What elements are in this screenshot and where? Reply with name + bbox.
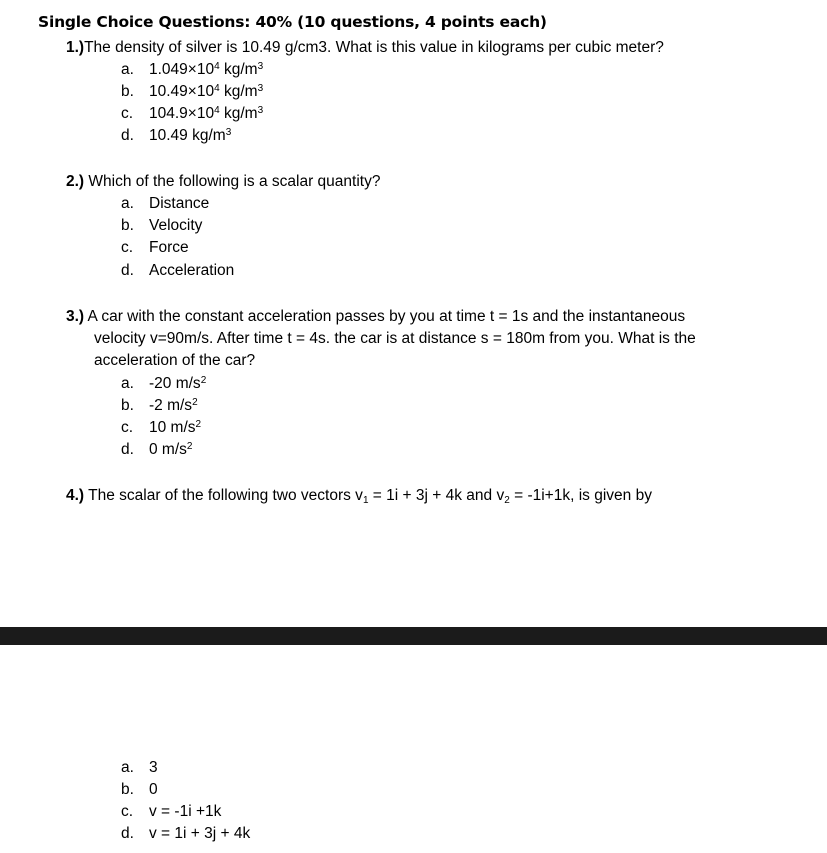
question-text: The density of silver is 10.49 g/cm3. What is this value in kilograms per cubic meter? [84,39,664,56]
option-1c[interactable]: c. $104.9\times 10^4$ $kg/m^3$ [121,105,264,122]
option-3a[interactable]: a. -20 $m/s^2$ [121,375,207,392]
option-letter: c. [121,105,134,122]
question-number: 1.) [66,39,85,56]
question-1 [66,38,664,58]
section-heading: Single Choice Questions: 40% (10 questions, 4 points each) [38,13,547,31]
option-3b[interactable]: b. -2 $m/s^2$ [121,397,198,414]
option-letter: b. [121,83,134,100]
option-2c[interactable]: c. Force [121,239,189,256]
question-4: 4.) The scalar of the following two vectors $v_1 = 1i + 3j + 4k$ and $v_2 = -1i+1k$, is given by [66,487,652,506]
question-3-line-3: acceleration of the car? [94,352,256,369]
option-4a[interactable]: a. 3 [121,759,158,776]
question-text: Which of the following is a scalar quantity? [84,173,381,190]
question-text: A car with the constant acceleration passes by you at time t = 1s and the instantaneous [84,308,686,325]
question-number: 4.) [66,487,85,504]
option-1a[interactable]: a. $1.049\times 10^4$ $kg/m^3$ [121,61,264,78]
option-4d[interactable]: d. v = 1i + 3j + 4k [121,825,251,842]
option-2d[interactable]: d. Acceleration [121,262,235,279]
question-number: 2.) [66,173,85,190]
page-divider-bar [0,627,827,645]
question-number: 3.) [66,308,85,325]
option-letter: a. [121,61,134,78]
option-1b[interactable]: b. $10.49\times 10^4$ $kg/m^3$ [121,83,264,100]
question-3 [66,307,685,327]
option-2b[interactable]: b. Velocity [121,217,203,234]
option-2a[interactable]: a. Distance [121,195,210,212]
question-3-line-2: velocity v=90m/s. After time t = 4s. the car is at distance s = 180m from you. What is the [94,330,696,347]
option-1d[interactable]: d. 10.49 $kg/m^3$ [121,127,232,144]
option-4b[interactable]: b. 0 [121,781,158,798]
question-2 [66,172,380,192]
option-3d[interactable]: d. 0 $m/s^2$ [121,441,193,458]
option-4c[interactable]: c. v = -1i +1k [121,803,222,820]
option-letter: d. [121,127,134,144]
option-3c[interactable]: c. 10 $m/s^2$ [121,419,202,436]
